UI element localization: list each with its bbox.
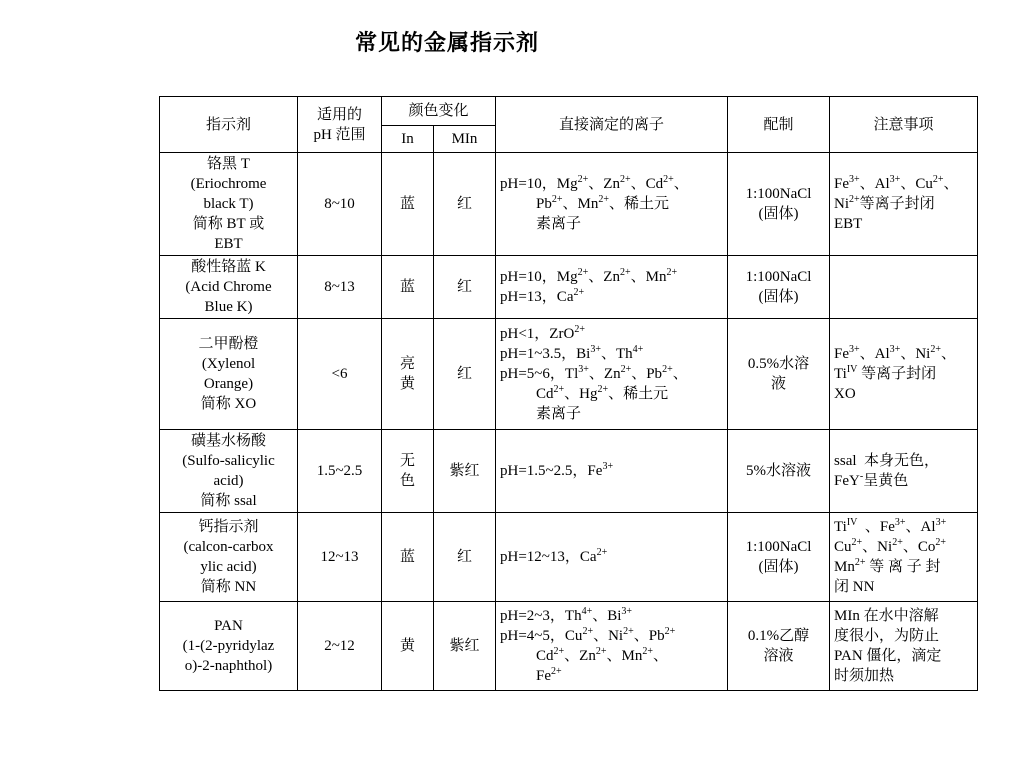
ions-cell: pH=10，$Mg^{2+}$、$Zn^{2+}$、$Mn^{2+}$ pH=13，$Ca^{2+}$: [496, 256, 728, 319]
table-row: [160, 153, 978, 256]
in-color-cell: 蓝: [382, 153, 434, 256]
indicator-cell: 磺基水杨酸 (Sulfo-salicylic acid) 简称 ssal: [160, 430, 298, 513]
header-notes: 注意事项: [830, 97, 978, 153]
table-row: [160, 513, 978, 602]
ph-range-cell: <6: [298, 319, 382, 430]
ph-range-cell: 8~13: [298, 256, 382, 319]
header-prep: 配制: [728, 97, 830, 153]
notes-cell: $Fe^{3+}$、$Al^{3+}$、$Cu^{2+}$、 $Ni^{2+}$等离子封闭 EBT: [830, 153, 978, 256]
header-ions: 直接滴定的离子: [496, 97, 728, 153]
ions-cell: pH<1，ZrO$^{2+}$ pH=1~3.5，$Bi^{3+}$、$Th^{4+}$ pH=5~6，$Tl^{3+}$、$Zn^{2+}$、$Pb^{2+}$、 $Cd^{2+}$、$Hg^{2+}$、稀土元 素离子: [496, 319, 728, 430]
ions-cell: pH=12~13，$Ca^{2+}$: [496, 513, 728, 602]
notes-cell: MIn 在水中溶解 度很小，为防止 PAN 僵化，滴定 时须加热: [830, 602, 978, 691]
ph-range-cell: 1.5~2.5: [298, 430, 382, 513]
min-color-cell: 红: [434, 256, 496, 319]
ions-cell: pH=1.5~2.5，$Fe^{3+}$: [496, 430, 728, 513]
prep-cell: 5%水溶液: [728, 430, 830, 513]
table-row: [160, 602, 978, 691]
min-color-cell: 红: [434, 513, 496, 602]
in-color-cell: 黄: [382, 602, 434, 691]
in-color-cell: 蓝: [382, 513, 434, 602]
header-row: [160, 97, 978, 126]
notes-cell: $Ti^{IV}$ 、$Fe^{3+}$、$Al^{3+}$ $Cu^{2+}$、$Ni^{2+}$、$Co^{2+}$ $Mn^{2+}$ 等 离 子 封 闭 NN: [830, 513, 978, 602]
in-color-cell: 无 色: [382, 430, 434, 513]
table-row: [160, 319, 978, 430]
header-ph-range: 适用的 pH 范围: [298, 97, 382, 153]
page-title: 常见的金属指示剂: [355, 31, 540, 56]
header-min: MIn: [434, 126, 496, 153]
indicator-cell: 二甲酚橙 (Xylenol Orange) 简称 XO: [160, 319, 298, 430]
header-indicator: 指示剂: [160, 97, 298, 153]
prep-cell: 1:100NaCl (固体): [728, 513, 830, 602]
header-color-change: 颜色变化: [382, 97, 496, 126]
min-color-cell: 红: [434, 319, 496, 430]
min-color-cell: 红: [434, 153, 496, 256]
ions-cell: pH=10，$Mg^{2+}$、$Zn^{2+}$、$Cd^{2+}$、 $Pb^{2+}$、$Mn^{2+}$、稀土元 素离子: [496, 153, 728, 256]
notes-cell: [830, 256, 978, 319]
prep-cell: 1:100NaCl (固体): [728, 153, 830, 256]
ph-range-cell: 8~10: [298, 153, 382, 256]
min-color-cell: 紫红: [434, 602, 496, 691]
indicator-cell: PAN (1-(2-pyridylaz o)-2-naphthol): [160, 602, 298, 691]
ph-range-cell: 12~13: [298, 513, 382, 602]
in-color-cell: 蓝: [382, 256, 434, 319]
indicator-cell: 钙指示剂 (calcon-carbox ylic acid) 简称 NN: [160, 513, 298, 602]
notes-cell: $Fe^{3+}$、$Al^{3+}$、$Ni^{2+}$、 $Ti^{IV}$ 等离子封闭 XO: [830, 319, 978, 430]
ph-range-cell: 2~12: [298, 602, 382, 691]
indicator-table: [159, 96, 978, 691]
table-row: [160, 256, 978, 319]
header-in: In: [382, 126, 434, 153]
indicator-cell: 酸性铬蓝 K (Acid Chrome Blue K): [160, 256, 298, 319]
min-color-cell: 紫红: [434, 430, 496, 513]
indicator-cell: 铬黑 T (Eriochrome black T) 简称 BT 或 EBT: [160, 153, 298, 256]
prep-cell: 0.1%乙醇 溶液: [728, 602, 830, 691]
prep-cell: 1:100NaCl (固体): [728, 256, 830, 319]
in-color-cell: 亮 黄: [382, 319, 434, 430]
table-row: [160, 430, 978, 513]
notes-cell: ssal 本身无色， FeY-呈黄色: [830, 430, 978, 513]
ions-cell: pH=2~3，$Th^{4+}$、$Bi^{3+}$ pH=4~5，$Cu^{2+}$、$Ni^{2+}$、$Pb^{2+}$ $Cd^{2+}$、$Zn^{2+}$、$Mn^{2+}$、 $Fe^{2+}$: [496, 602, 728, 691]
prep-cell: 0.5%水溶 液: [728, 319, 830, 430]
